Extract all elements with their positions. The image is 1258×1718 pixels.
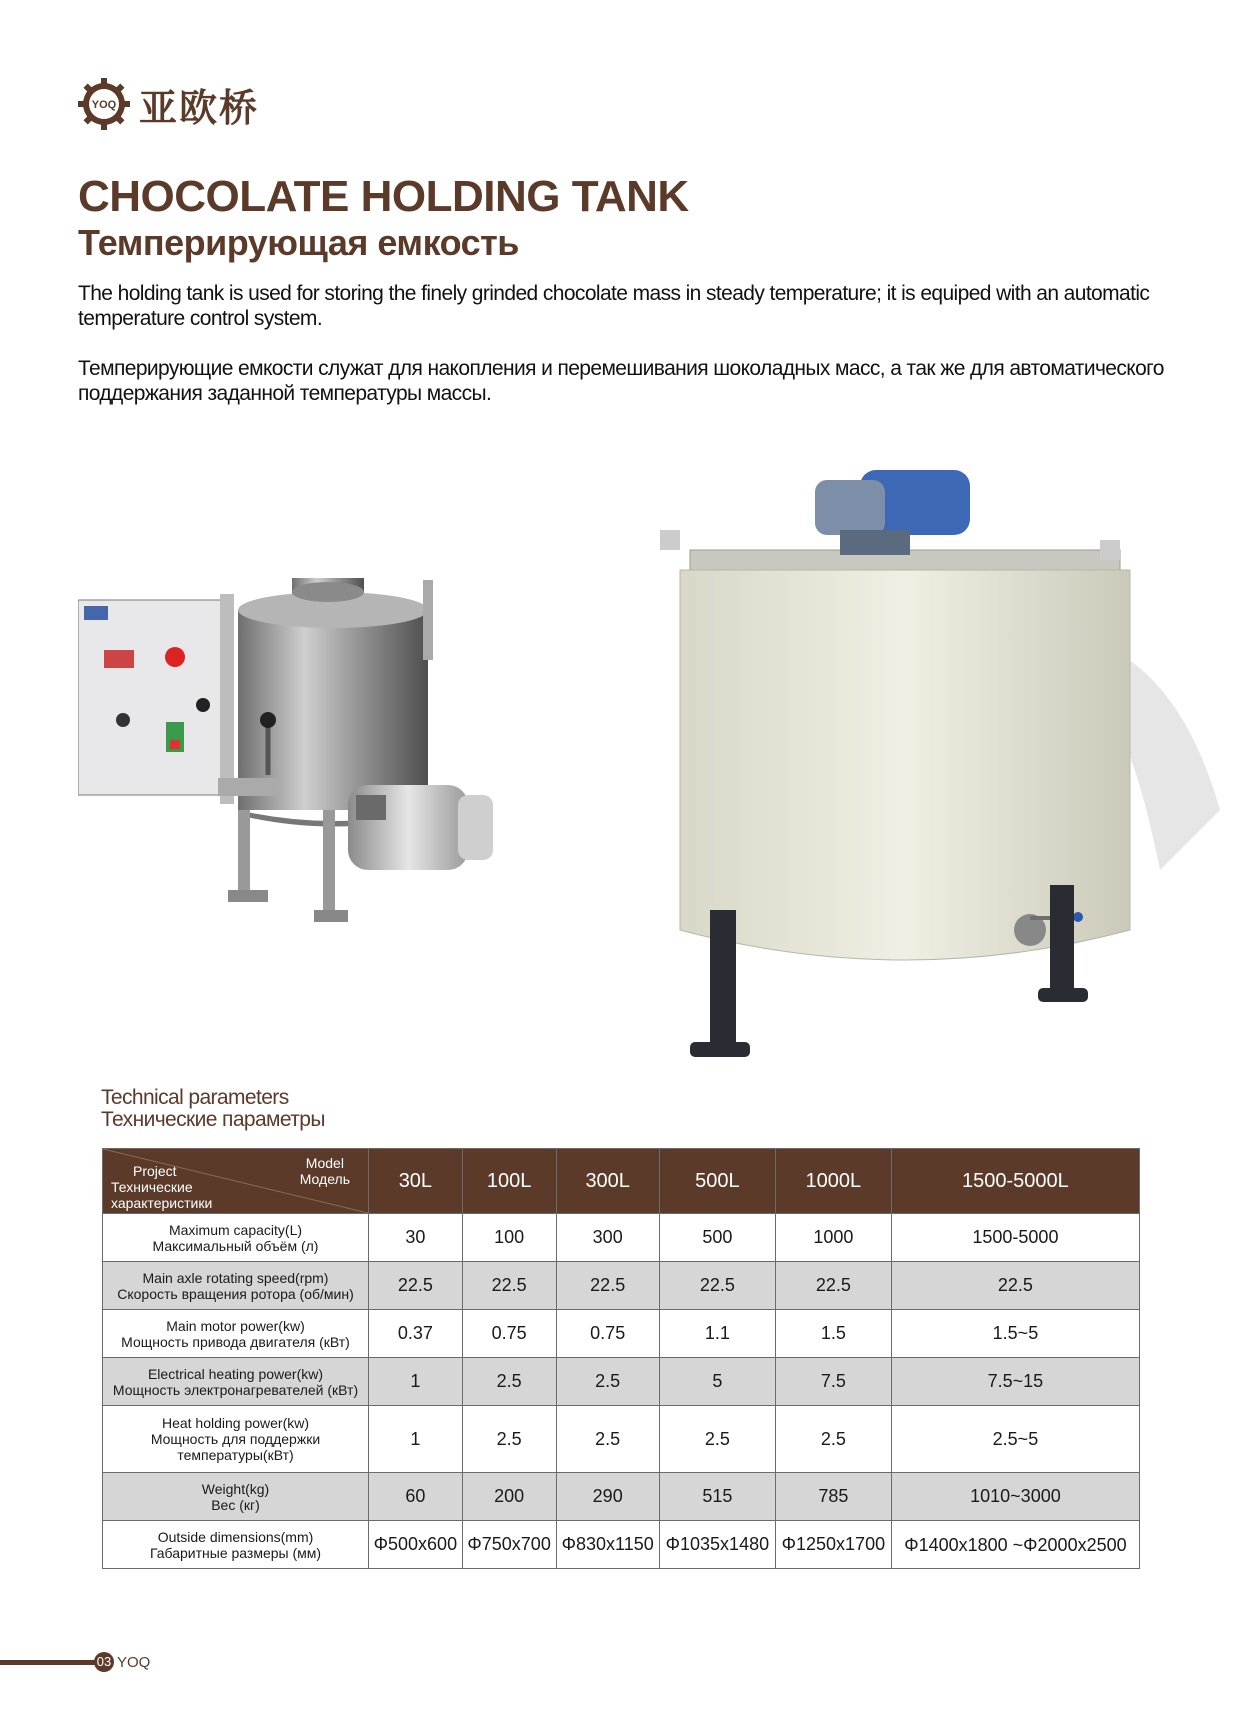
spec-table [102, 1148, 1140, 1569]
value-cell: Φ1250x1700 [775, 1521, 891, 1569]
model-header: 1000L [775, 1149, 891, 1214]
corner-model-label [300, 1155, 350, 1187]
param-en: Heat holding power(kw) [161, 1415, 310, 1431]
param-ru: Мощность электронагревателей (кВт) [112, 1381, 359, 1398]
value-cell: 1500-5000 [891, 1214, 1139, 1262]
value-cell: 1.5 [775, 1310, 891, 1358]
param-cell [103, 1521, 369, 1569]
value-cell: 2.5 [659, 1406, 775, 1473]
param-ru: Мощность для поддержки температуры(кВт) [150, 1431, 321, 1463]
corner-cell [103, 1149, 369, 1214]
param-cell [103, 1406, 369, 1473]
value-cell: 7.5 [775, 1358, 891, 1406]
value-cell: 200 [462, 1473, 556, 1521]
param-ru: Скорость вращения ротора (об/мин) [117, 1285, 354, 1302]
param-cell [103, 1262, 369, 1310]
param-cell [103, 1358, 369, 1406]
value-cell: 22.5 [556, 1262, 659, 1310]
model-header: 1500-5000L [891, 1149, 1139, 1214]
value-cell: 1.1 [659, 1310, 775, 1358]
gear-logo-icon [77, 77, 131, 131]
value-cell: Φ1400x1800 ~Φ2000x2500 [891, 1521, 1139, 1569]
model-header: 300L [556, 1149, 659, 1214]
value-cell: 2.5 [462, 1406, 556, 1473]
model-header: 30L [369, 1149, 463, 1214]
value-cell: 1010~3000 [891, 1473, 1139, 1521]
param-en: Electrical heating power(kw) [147, 1365, 324, 1382]
param-en: Main motor power(kw) [166, 1317, 305, 1334]
footer-brand: YOQ [117, 1654, 151, 1671]
page-subtitle: Темперирующая емкость [78, 222, 519, 263]
param-cell [103, 1473, 369, 1521]
value-cell: 2.5 [556, 1406, 659, 1473]
table-header-row [103, 1149, 1140, 1214]
value-cell: 0.37 [369, 1310, 463, 1358]
value-cell: 500 [659, 1214, 775, 1262]
value-cell: 1.5~5 [891, 1310, 1139, 1358]
value-cell: 22.5 [462, 1262, 556, 1310]
value-cell: 515 [659, 1473, 775, 1521]
tech-params-title-en: Technical parameters [101, 1086, 289, 1109]
model-header: 100L [462, 1149, 556, 1214]
table-row [103, 1521, 1140, 1569]
corner-project-label [111, 1163, 221, 1211]
footer-rule [0, 1660, 96, 1665]
value-cell: 300 [556, 1214, 659, 1262]
value-cell: 1 [369, 1406, 463, 1473]
param-ru: Максимальный объём (л) [152, 1237, 319, 1254]
param-en: Outside dimensions(mm) [157, 1528, 314, 1545]
param-en: Maximum capacity(L) [168, 1221, 303, 1238]
value-cell: 2.5 [775, 1406, 891, 1473]
value-cell: 22.5 [891, 1262, 1139, 1310]
value-cell: 2.5 [462, 1358, 556, 1406]
param-cell [103, 1310, 369, 1358]
table-row [103, 1473, 1140, 1521]
description-ru: Темперирующие емкости служат для накопления и перемешивания шоколадных масс, а так же для автоматического поддержания заданной температуры массы. [78, 357, 1164, 405]
value-cell: Φ500x600 [369, 1521, 463, 1569]
tech-params-heading [101, 1087, 325, 1131]
large-tank-photo [660, 470, 1230, 1130]
table-row [103, 1262, 1140, 1310]
corner-model-ru: Модель [299, 1171, 350, 1187]
model-header: 500L [659, 1149, 775, 1214]
brand-logo [77, 78, 259, 130]
value-cell: 290 [556, 1473, 659, 1521]
value-cell: 60 [369, 1473, 463, 1521]
param-en: Main axle rotating speed(rpm) [142, 1269, 329, 1286]
logo-mark: YOQ [91, 99, 117, 111]
value-cell: 22.5 [775, 1262, 891, 1310]
value-cell: 1 [369, 1358, 463, 1406]
value-cell: 0.75 [556, 1310, 659, 1358]
value-cell: 7.5~15 [891, 1358, 1139, 1406]
page-number: 03 [94, 1652, 114, 1672]
param-cell [103, 1214, 369, 1262]
value-cell: 22.5 [659, 1262, 775, 1310]
table-row [103, 1358, 1140, 1406]
tech-params-title-ru: Технические параметры [101, 1108, 325, 1131]
corner-project-ru: Технические характеристики [111, 1179, 213, 1211]
value-cell: 5 [659, 1358, 775, 1406]
page-title: CHOCOLATE HOLDING TANK [78, 172, 689, 221]
small-tank-photo [78, 570, 538, 1010]
param-ru: Мощность привода двигателя (кВт) [121, 1333, 350, 1350]
value-cell: 22.5 [369, 1262, 463, 1310]
param-ru: Вес (кг) [211, 1496, 260, 1513]
value-cell: Φ830x1150 [556, 1521, 659, 1569]
corner-model-en: Model [305, 1155, 344, 1171]
value-cell: 1000 [775, 1214, 891, 1262]
value-cell: Φ1035x1480 [659, 1521, 775, 1569]
table-row [103, 1214, 1140, 1262]
description-en: The holding tank is used for storing the finely grinded chocolate mass in steady temperature; it is equiped with an automatic temperature control system. [78, 282, 1150, 330]
value-cell: 0.75 [462, 1310, 556, 1358]
table-row [103, 1406, 1140, 1473]
value-cell: 2.5 [556, 1358, 659, 1406]
value-cell: 2.5~5 [891, 1406, 1139, 1473]
value-cell: Φ750x700 [462, 1521, 556, 1569]
value-cell: 100 [462, 1214, 556, 1262]
value-cell: 785 [775, 1473, 891, 1521]
corner-project-en: Project [133, 1163, 177, 1179]
param-en: Weight(kg) [201, 1480, 270, 1497]
param-ru: Габаритные размеры (мм) [149, 1544, 322, 1561]
logo-text: 亚欧桥 [139, 85, 260, 130]
value-cell: 30 [369, 1214, 463, 1262]
table-row [103, 1310, 1140, 1358]
